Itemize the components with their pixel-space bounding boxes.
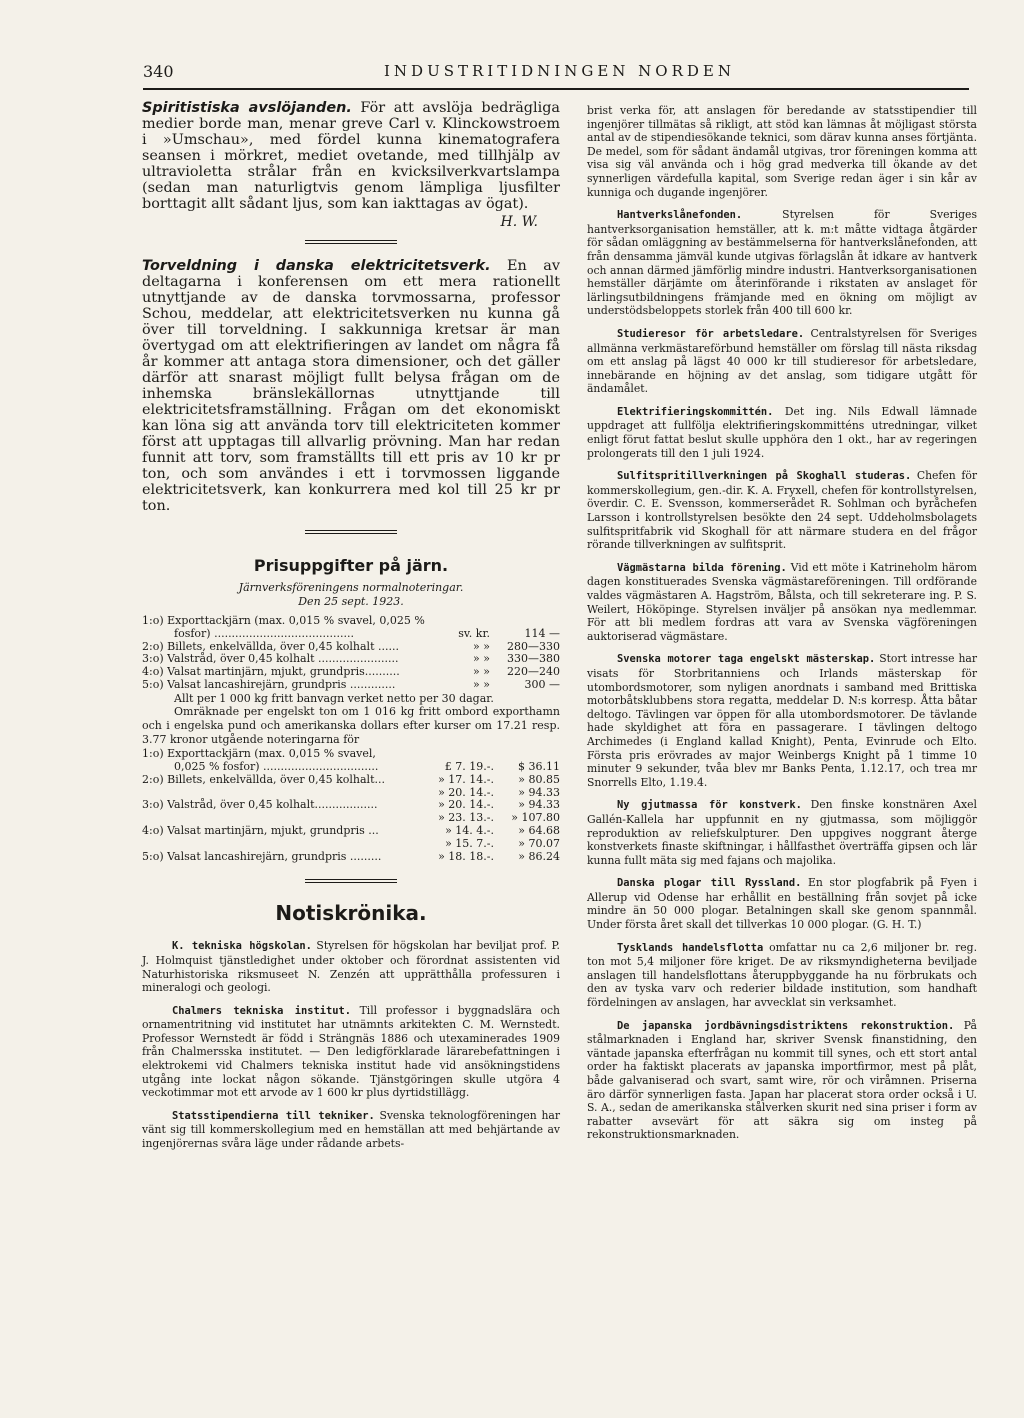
table-row xyxy=(142,838,560,851)
notis-item xyxy=(587,327,977,396)
row-pound: » 20. 14.-. xyxy=(438,785,494,799)
notis-lead: Sulfitspritillverkningen på Skoghall studeras. xyxy=(617,470,912,483)
notis-item xyxy=(587,876,977,931)
left-column xyxy=(142,100,560,1151)
row-pound: » 17. 14.-. xyxy=(438,772,494,786)
article-heading: Spiritistiska avslöjanden. xyxy=(142,100,352,116)
header-rule xyxy=(143,88,969,90)
row-pound: £ 7. 19.-. xyxy=(444,759,494,773)
notis-lead: Danska plogar till Ryssland. xyxy=(617,877,802,890)
notis-item xyxy=(587,1019,977,1142)
row-label: 1:o) Exporttackjärn (max. 0,015 % svavel, 0,025 % xyxy=(142,614,425,627)
notis-item xyxy=(587,941,977,1010)
notis-text: Vid ett möte i Katrineholm härom dagen konstituerades Svenska vägmästareföreningen. Till ordförande valdes vägmästaren A. Hagström, Bålsta, och till sekreterare ing. P. S. Weilert, Hököpinge. Styrelsen inväljer på ansökan nya medlemmar. För att bli medlem fordras att vara av Svenska vägföreningen auktoriserad vägmästare. xyxy=(587,560,978,643)
notis-lead: De japanska jordbävningsdistriktens rekonstruktion. xyxy=(617,1019,955,1032)
right-column xyxy=(587,104,977,1142)
notis-text: Svenska teknologföreningen har vänt sig till kommerskollegium med en hemställan att med behjärtande av ingenjörernas svåra läge under rådande arbets- xyxy=(142,1108,561,1151)
table-row xyxy=(142,799,560,812)
section-heading-notis: Notiskrönika. xyxy=(275,901,427,926)
separator xyxy=(305,879,397,883)
row-dollar: » 107.80 xyxy=(511,811,560,825)
notis-text: Till professor i byggnadslära och ornamentritning vid institutet har utnämnts arkitekten C. M. Wernstedt. Professor Wernstedt är född i Strängnäs 1886 och utexaminerades 1909 från Chalmersska institutet. — Den ledigförklarade lärarebefattningen i elektrokemi vid Chalmers tekniska institut hade vid ansökningstidens utgång inte lockat någon sökande. Tjänstgöringen skulle utgöra 4 veckotimmar mot ett arvode av 1 600 kr plus dyrtidstillägg. xyxy=(142,1003,560,1100)
table-row xyxy=(142,628,560,641)
notis-lead: Vägmästarna bilda förening. xyxy=(617,561,787,574)
row-label: 1:o) Exporttackjärn (max. 0,015 % svavel, xyxy=(142,747,376,761)
row-value: 114 — xyxy=(524,626,560,640)
notis-text: En stor plogfabrik på Fyen i Allerup vid Odense har erhållit en beställning från sovjet på icke mindre än 50 000 plogar. Betalningen skall ske genom spannmål. Under första året skall det tillverkas 10 000 plogar. (G. H. T.) xyxy=(587,876,977,932)
separator xyxy=(305,240,397,244)
row-label: 5:o) Valsat lancashirejärn, grundpris ......... xyxy=(142,849,382,863)
notis-lead: Elektrifieringskommittén. xyxy=(617,405,774,418)
table-row xyxy=(142,615,560,628)
row-label: 4:o) Valsat martinjärn, mjukt, grundpris.......... xyxy=(142,665,400,679)
notis-item xyxy=(587,208,977,318)
row-label xyxy=(142,838,422,851)
row-dollar: » 94.33 xyxy=(518,785,560,799)
notis-text: På stålmarknaden i England har, skriver Svensk finanstidning, den väntade japanska efterfrågan nu kommit till synes, och ett stort antal order ha faktiskt placerats av japanska importfirmor, mest på plåt, både galvaniserad och svart, samt wire, rör och viråmnen. Priserna äro därför synnerligen fasta. Japan har placerat stora order också i U. S. A., sedan de amerikanska stålverken skurit ned sina priser i form av rabatter avsevärt för att säkra sig om insteg på rekonstruktionsmarknaden. xyxy=(587,1018,977,1142)
article-text: En av deltagarna i konferensen om ett mera rationellt utnyttjande av de danska torvmossarna, professor Schou, meddelar, att elektricitetsverken nu kunna gå över till torveldning. I sakkunniga kretsar är man övertygad om att elektrifieringen av landet om några få år kommer att antaga stora dimensioner, och det gäller därför att snarast möjligt fullt belysa frågan om de inhemska bränslekällornas utnyttjande till elektricitetsframställning. Frågan om det ekonomiskt kan löna sig att använda torv till elektriciteten kommer först att upptagas till allvarlig prövning. Man har redan funnit att torv, som framställts till ett pris av 10 kr pr ton, och som användes i ett i torvmossen liggande elektricitetsverk, kan konkurrera med kol till 25 kr pr ton. xyxy=(142,258,561,514)
notis-lead: Hantverkslånefonden. xyxy=(617,209,743,222)
english-price-table xyxy=(142,748,560,863)
notis-item xyxy=(142,1004,560,1100)
continued-text: brist verka för, att anslagen för beredande av statsstipendier till ingenjörer tillmätas så rikligt, att stöd kan lämnas åt möjligast största antal av de stipendiesökande teknici, som därav kunna anses förtjänta. De medel, som för sådant ändamål utgivas, tror föreningen komma att visa sig väl använda och i hög grad medverka till ökande av det synnerligen värdefulla kapital, som Sverige redan äger i sin kår av kunniga och dugande ingenjörer. xyxy=(587,104,977,199)
section-heading-prices: Prisuppgifter på järn. xyxy=(253,556,449,575)
notis-item xyxy=(142,1109,560,1151)
signature: H. W. xyxy=(500,214,538,230)
row-label: 3:o) Valstråd, över 0,45 kolhalt ....................... xyxy=(142,652,399,666)
notis-item xyxy=(587,561,977,644)
row-dollar: » 86.24 xyxy=(518,849,560,863)
table-row xyxy=(142,825,560,838)
notis-text: Centralstyrelsen för Sveriges allmänna verkmästareförbund hemställer om förslag till nästa riksdag om ett anslag på lägst 40 000 kr till studieresor för arbetsledare, innebärande en höjning av det anslag, som tidigare utgått för ändamålet. xyxy=(587,326,978,396)
row-label-cont: 0,025 % fosfor) ................................. xyxy=(174,759,379,773)
notis-text: omfattar nu ca 2,6 miljoner br. reg. ton mot 5,4 miljoner före kriget. De av riksmyndigheterna beviljade anslagen till handelsflottans återuppbyggande ha nu förbrukats och den av tyska varv och rederier bildade institution, som handhaft fördelningen av anslagen, har avvecklat sin verksamhet. xyxy=(587,940,978,1010)
row-unit: » » xyxy=(473,652,490,666)
notis-item xyxy=(587,405,977,460)
notis-item xyxy=(587,469,977,552)
notis-text: Styrelsen för högskolan har beviljat prof. P. J. Holmquist tjänstledighet under oktober och förordnat assistenten vid Naturhistoriska riksmuseet N. Zenzén att upprätthålla professuren i mineralogi och geologi. xyxy=(142,939,560,995)
row-dollar: » 70.07 xyxy=(518,836,560,850)
row-label: 3:o) Valstråd, över 0,45 kolhalt.................. xyxy=(142,798,378,812)
table-row xyxy=(142,851,560,864)
journal-title: INDUSTRITIDNINGEN NORDEN xyxy=(384,62,735,80)
row-label: 2:o) Billets, enkelvällda, över 0,45 kolhalt ...... xyxy=(142,639,399,653)
article-heading: Torveldning i danska elektricitetsverk. xyxy=(142,258,491,274)
notis-text: Styrelsen för Sveriges hantverksorganisation hemställer, att k. m:t måtte vidtaga åtgärder för sådan omläggning av bestämmelserna för hantverkslånefonden, att från densamma jämväl kunde utgivas förlagslån åt idkare av hantverk och annan därmed jämförlig mindre industri. Hantverksorganisationen hemställer därjämte om återinförande i rikstaten av anslaget för lärlingsutbildningens främjande med en ökning om möjligt av understödsbeloppets storlek från 400 till 600 kr. xyxy=(587,208,977,318)
notis-text: Den finske konstnären Axel Gallén-Kallela har uppfunnit en ny gjutmassa, som möjliggör reproduktion av reliefskulpturer. Den uppgives noggrant återge konstverkets finaste skiftningar, i hållfasthet överträffa gipsen och lär kunna fullt mäta sig med fajans och majolika. xyxy=(587,798,977,867)
notis-lead: Chalmers tekniska institut. xyxy=(172,1004,352,1017)
page-number: 340 xyxy=(143,62,174,81)
notis-item xyxy=(587,652,977,789)
separator xyxy=(305,530,397,534)
notis-lead: Tysklands handelsflotta xyxy=(617,941,764,954)
row-value: 280—330 xyxy=(507,639,560,653)
notis-lead: Studieresor för arbetsledare. xyxy=(617,327,805,340)
row-dollar: » 64.68 xyxy=(518,823,560,837)
notis-lead: K. tekniska högskolan. xyxy=(172,940,312,953)
article-spirit xyxy=(142,100,560,212)
row-dollar: $ 36.11 xyxy=(518,759,560,773)
prices-note: Omräknade per engelskt ton om 1 016 kg fritt ombord exporthamn och i engelska pund och amerikanska dollars efter kurser om 17.21 resp. 3.77 kronor utgående noteringarna för xyxy=(142,705,560,746)
row-label-cont: fosfor) ........................................ xyxy=(174,626,354,640)
prices-note: Allt per 1 000 kg fritt banvagn verket netto per 30 dagar. xyxy=(174,691,494,705)
notis-text: Det ing. Nils Edwall lämnade uppdraget att fullfölja elektrifieringskommitténs utredningar, vilket enligt förut fattat beslut skulle upphöra den 1 okt., har av regeringen prolongerats till den 1 juli 1924. xyxy=(587,404,977,460)
row-pound: » 23. 13.-. xyxy=(438,811,494,825)
table-row xyxy=(142,774,560,787)
row-value: 330—380 xyxy=(507,652,560,666)
notis-lead: Svenska motorer taga engelskt mästerskap. xyxy=(617,653,876,666)
row-label: 5:o) Valsat lancashirejärn, grundpris ............. xyxy=(142,677,396,691)
row-dollar: » 80.85 xyxy=(518,772,560,786)
row-pound: » 14. 4.-. xyxy=(445,823,494,837)
notis-lead: Ny gjutmassa för konstverk. xyxy=(617,799,802,812)
row-unit: » » xyxy=(473,665,490,679)
article-text: För att avslöja bedrägliga medier borde man, menar greve Carl v. Klinckowstroem i »Umschau», med fördel kunna kinematografera seansen i mörkret, mediet ovetande, med tillhjälp av ultravioletta strålar från en kvicksilverkvartslampa (sedan man naturligtvis genom lämpliga ljusfilter borttagit allt sådant ljus, som kan iakttagas av ögat). xyxy=(142,100,561,212)
article-torv xyxy=(142,258,560,514)
notis-item xyxy=(142,939,560,994)
notis-lead: Statsstipendierna till tekniker. xyxy=(172,1109,375,1122)
row-pound: » 20. 14.-. xyxy=(438,798,494,812)
table-row xyxy=(142,761,560,774)
prices-date: Den 25 sept. 1923. xyxy=(298,595,404,608)
swedish-price-table xyxy=(142,615,560,692)
running-header xyxy=(143,62,969,84)
row-value: 300 — xyxy=(524,677,560,691)
row-value: 220—240 xyxy=(507,665,560,679)
table-row xyxy=(142,679,560,692)
row-dollar: » 94.33 xyxy=(518,798,560,812)
row-unit: » » xyxy=(473,639,490,653)
notis-text: Stort intresse har visats för Storbritanniens och Irlands mästerskap för utombordsmotorer, som nyligen anordnats i samband med Brittiska motorbåtsklubbens stora regatta, meddelar D. N:s korresp. Åtta båtar deltogo. Tävlingen var öppen för alla utombordsmotorer. De tävlande hade skyldighet att föra en passagerare. I tävlingen deltogo Archimedes (i England kallad Knight), Penta, Evinrude och Elto. Första pris erövrades av major Weinbergs Knight på 1 timme 10 minuter 9 sekunder, tvåa blev mr Banks Penta, 1.12.17, och trea mr Snorrells Elto, 1.19.4. xyxy=(587,652,978,789)
row-unit: sv. kr. xyxy=(458,626,490,640)
row-label: 4:o) Valsat martinjärn, mjukt, grundpris ... xyxy=(142,823,379,837)
prices-subtitle: Järnverksföreningens normalnoteringar. xyxy=(238,581,464,594)
notis-item xyxy=(587,798,977,867)
row-unit: » » xyxy=(473,677,490,691)
row-pound: » 15. 7.-. xyxy=(445,836,494,850)
notis-text: Chefen för kommerskollegium, gen.-dir. K. A. Fryxell, chefen för kontrollstyrelsen, överdir. C. E. Svensson, kommerserådet R. Sohlman och byråchefen Larsson i kontrollstyrelsen besökte den 24 sept. Uddeholmsbolagets sulfitspritfabrik vid Skoghall för att närmare studera en del frågor rörande tillverkningen av sulfitsprit. xyxy=(587,469,977,552)
row-pound: » 18. 18.-. xyxy=(438,849,494,863)
row-label: 2:o) Billets, enkelvällda, över 0,45 kolhalt... xyxy=(142,772,385,786)
